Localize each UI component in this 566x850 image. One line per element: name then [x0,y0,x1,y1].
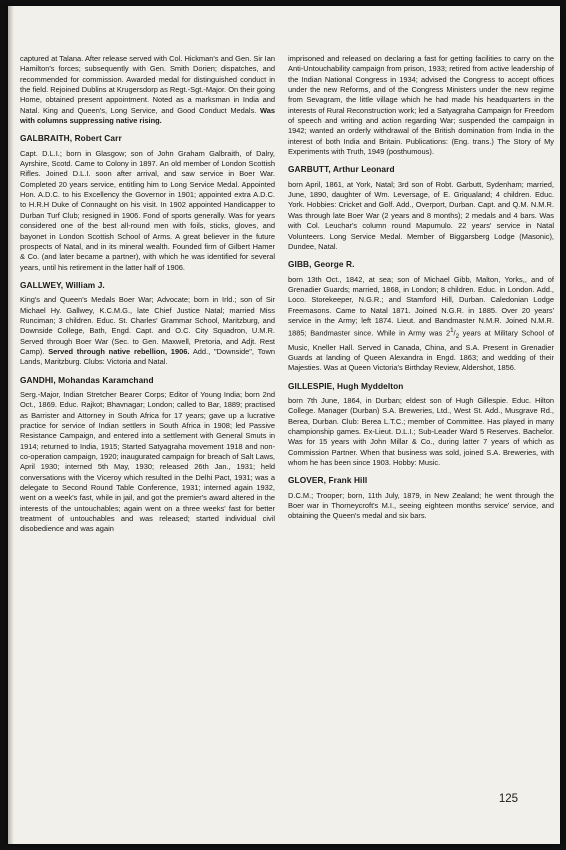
right-column [288,54,554,522]
entry-gillespie [288,381,554,469]
entry-heading: GILLESPIE, Hugh Myddelton [288,380,404,391]
entry-gandhi [20,375,275,535]
page-gutter-shadow [8,6,14,844]
fraction-numerator: 1 [450,327,454,335]
entry-heading: GARBUTT, Arthur Leonard [288,164,395,175]
entry-garbutt [288,164,554,252]
entry-body [20,295,275,367]
entry-heading: GALBRAITH, Robert Carr [20,133,122,144]
entry-text: King's and Queen's Medals Boer War; Advocate; born in Irld.; son of Sir Michael Hy. Gallwey, K.C.M.G., late Chief Justice Natal; married Miss Runciman; 3 children. Educ. St. Charles' Grammar School, Maritzburg, and Downside College, Bath, Engd. Capt. and O.C. City Squadron, U.M.R. Served through Boer War (Sec. to Gen. Maxwell, Pretoria, and Adjt. Rest Camp). [20,295,275,356]
entry-gallwey [20,280,275,368]
left-column [20,54,275,535]
entry-body: Capt. D.L.I.; born in Glasgow; son of John Graham Galbraith, of Dalry, Ayrshire, Scotd. Came to Colony in 1897. An old member of London Scottish Rifles. Joined D.L.I. soon after arrival, and saw service in Boer War. Completed 20 years service, entitling him to Long Service Medal. Appointed Hon. A.D.C. to his Excellency the Governor in 1901; appointed extra A.D.C. to H.R.H Duke of Connaught on his visit. In 1902 appointed Handicapper to Durban Turf Club; resigned in 1906. Fond of sports generally. Was for years considered one of the best all-round men with foils, sticks, gloves, and bayonet in London Scottish School of Arms. A great believer in the future prospects of Natal, and in its mineral wealth. Founded firm of Gilbert Hamer & Co. (and later became a partner), with which he was identified for several years, until his retirement in the latter half of 1906. [20,148,275,272]
fraction-denominator: 2 [455,333,460,341]
entry-galbraith [20,133,275,272]
entry-body: D.C.M.; Trooper; born, 11th July, 1879, in New Zealand; he went through the Boer war in Thorneycroft's M.I., seeing eighteen months service' service, and obtaining the Queen's medal and six bars. [288,490,554,521]
entry-continuation [20,54,275,126]
fraction-slash: / [453,328,456,338]
entry-bold-text: Was with columns suppressing native rising. [20,105,275,126]
entry-body: Serg.-Major, Indian Stretcher Bearer Corps; Editor of Young India; born 2nd Oct., 1869. Educ. Rajkot; Bhavnagar; London; called to Bar, 1889; practised as Barrister and Attorney in South Africa for 17 years; gave up a lucrative practice for service of Indian settlers in South Africa in 1908; led Passive Resistance Campaign, and entered into a settlement with General Smuts in 1914; returned to India, 1915; Started Satyagraha movement 1918 and non-co-operation campaign, 1920; inaugurated campaign for breach of Salt Laws, April 1930; interned 5th May, 1930; released 26th Jan., 1931; held conversations with the Viceroy which resulted in the Delhi Pact, 1931; was a delegate to Second Round Table Conference, 1931; interned again 1932, went on a week's fast, while in jail, and got the premier's award altered in the interests of the untouchables; again went on a three weeks' fast for better treatment of untouchables and was released; started individual civil disobedience and was again [20,389,275,534]
entry-body: imprisoned and released on declaring a fast for getting facilities to carry on the Anti-Untouchability campaign from prison, 1933; retired from active leadership of the Indian National Congress in 1934; advised the Congress to accept offices under the new Reforms, and of the Congress Ministers under the new regime from Sevagram, the little village which he had made his headquarters in the interests of Rural Reconstruction work; led a Satyagraha Campaign for Freedom of speech and writing and action regarding War; suspended the campaign in 1942; wanted an orderly withdrawal of the British domination from India in the interest of both India and Britain. Publications: (Eng. trans.) The Story of My Experiments with Truth, 1949 (posthumous). [288,54,554,157]
entry-text: Add., "Downside", Town Lands, Maritzburg. Clubs: Victoria and Natal. [20,346,275,367]
entry-gandhi-continued [288,54,554,157]
entry-gibb [288,259,554,373]
entry-body [288,275,554,374]
entry-heading: GIBB, George R. [288,259,355,270]
entry-body: born April, 1861, at York, Natal; 3rd son of Robt. Garbutt, Sydenham; married, June, 1890, daughter of Wm. Leversage, of E. Griqualand; 4 children. Educ. York. Hobbies: Cricket and Golf. Add., Overport, Durban. Capt. and Q.M. N.M.R. Was through late Boer War (2 years and 8 months); 2 medals and 4 bars. Was with Col. Leuchar's column round Mapumulo. 22 years' service in Natal Volunteers. Long Service Medal. Member of Biggarsberg Lodge (Masonic), Dundee, Natal. [288,179,554,251]
entry-text: born 13th Oct., 1842, at sea; son of Michael Gibb, Malton, Yorks,, and of Grenadier Guards; married, 1868, in London; 8 children. Educ. in London. Add., Loco. Storekeeper, N.G.R.; and Stamford Hill, Durban. Caledonian Lodge Freemasons. Came to Natal 1871. Joined N.G.R. in 1885. Over 20 years' service in the Army; left 1874. Lieut. and Bandmaster N.M.R. Joined N.M.R. 1885; Bandmaster since. While in Army was 2 [288,274,554,338]
entry-body [20,54,275,126]
entry-text: captured at Talana. After release served with Col. Hickman's and Gen. Sir Ian Hamilton's forces; subsequently with Gen. Smith Dorien; dispatches, and recommended for commission. Awarded medal for distinguished conduct in the field. Rejoined Dublins at Krugersdorp as Regt.-Sgt.-Major. On their going Home, obtained present appointment. Noted as a marksman in India and Natal. King and Queen's, Long Service, and Good Conduct Medals. [20,54,275,115]
page-number: 125 [498,793,518,805]
entry-glover [288,475,554,521]
entry-heading: GLOVER, Frank Hill [288,475,368,486]
entry-body: born 7th June, 1864, in Durban; eldest son of Hugh Gillespie. Educ. Hilton College. Manager (Durban) S.A. Breweries, Ltd., West St. Add., Musgrave Rd., Berea, Durban. Club: Berea L.T.C.; member of Committee. Has played in many championship games. Ex-Lieut. D.L.I.; Sub-Leader Ward 5 Reserves. Bachelor. Was for 15 years with John Millar & Co., during latter 7 years of which as Commission Partner. When that business was sold, joined S.A. Breweries, with whom he has been since 1903. Hobby: Music. [288,395,554,467]
book-page [8,6,560,844]
entry-bold-text: Served through native rebellion, 1906. [48,346,190,356]
entry-heading: GANDHI, Mohandas Karamchand [20,374,154,385]
entry-text: years at Military School of Music, Kneller Hall. Served in Canada, China, and S.A. Present in Grenadier Guards at landing of Queen Alexandra in Engd. 1863; and wedding of their Majesties. Was at Queen Victoria's Birthday Review, Aldershot, 1856. [288,328,554,373]
entry-heading: GALLWEY, William J. [20,279,105,290]
